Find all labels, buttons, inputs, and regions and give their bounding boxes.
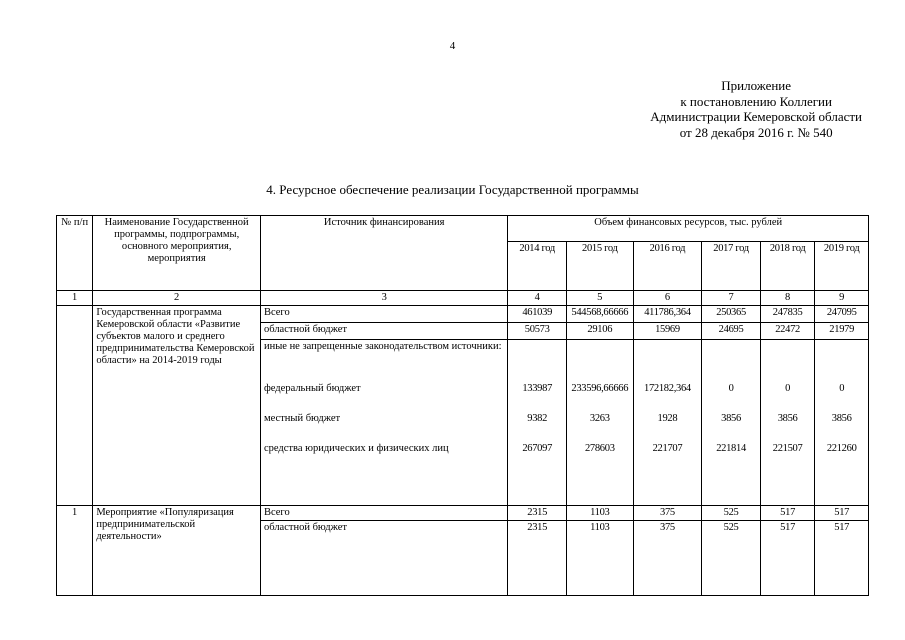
value-cell: 517 [760,506,815,521]
value-cell: 247835 [760,306,815,323]
value-cell: 525 [702,521,761,596]
value-cell: 0 [760,382,815,412]
appendix-line-3: Администрации Кемеровской области [650,109,862,124]
value-cell: 3856 [760,412,815,442]
header-year: 2014 год [508,242,567,291]
index-cell: 5 [566,291,633,306]
source-cell: областной бюджет [260,521,507,596]
value-cell: 3856 [702,412,761,442]
value-cell: 133987 [508,382,567,412]
index-cell: 8 [760,291,815,306]
header-year: 2017 год [702,242,761,291]
value-cell: 250365 [702,306,761,323]
value-cell: 50573 [508,323,567,340]
program-num-cell [57,306,93,506]
value-cell: 375 [633,506,702,521]
value-cell: 221707 [633,442,702,506]
source-cell: Всего [260,306,507,323]
appendix-block [650,78,862,140]
header-name: Наименование Государственной программы, подпрограммы, основного мероприятия, мероприятия [93,216,261,291]
value-cell: 9382 [508,412,567,442]
header-year: 2016 год [633,242,702,291]
value-cell: 221507 [760,442,815,506]
value-cell: 375 [633,521,702,596]
value-cell: 1928 [633,412,702,442]
source-cell: местный бюджет [260,412,507,442]
value-cell: 2315 [508,506,567,521]
value-cell: 233596,66666 [566,382,633,412]
header-volume: Объем финансовых ресурсов, тыс. рублей [508,216,869,242]
value-cell: 221260 [815,442,869,506]
value-cell: 3263 [566,412,633,442]
value-cell: 29106 [566,323,633,340]
value-cell: 15969 [633,323,702,340]
value-cell: 544568,66666 [566,306,633,323]
value-cell: 411786,364 [633,306,702,323]
header-source: Источник финансирования [260,216,507,291]
index-cell: 2 [93,291,261,306]
header-year: 2015 год [566,242,633,291]
header-year: 2019 год [815,242,869,291]
index-cell: 9 [815,291,869,306]
value-cell: 247095 [815,306,869,323]
index-cell: 6 [633,291,702,306]
value-cell: 461039 [508,306,567,323]
value-cell: 517 [760,521,815,596]
value-cell: 22472 [760,323,815,340]
table-row [57,306,869,323]
index-cell: 4 [508,291,567,306]
source-cell: федеральный бюджет [260,382,507,412]
program-name: Государственная программа Кемеровской области «Развитие субъектов малого и среднего предпринимательства Кемеровской области» на 2014-2019 годы [93,306,261,506]
value-cell: 21979 [815,323,869,340]
value-cell: 1103 [566,521,633,596]
appendix-line-2: к постановлению Коллегии [680,93,832,109]
value-cell: 3856 [815,412,869,442]
measure-num: 1 [57,506,93,596]
header-num: № п/п [57,216,93,291]
value-cell: 0 [702,382,761,412]
appendix-line-1: Приложение [721,78,792,93]
source-cell: средства юридических и физических лиц [260,442,507,506]
value-cell: 2315 [508,521,567,596]
index-cell: 1 [57,291,93,306]
value-cell: 24695 [702,323,761,340]
source-cell: иные не запрещенные законодательством источники: [260,340,507,382]
value-cell: 0 [815,382,869,412]
header-year: 2018 год [760,242,815,291]
value-cell: 278603 [566,442,633,506]
index-row [57,291,869,306]
source-cell: областной бюджет [260,323,507,340]
value-cell: 1103 [566,506,633,521]
source-cell: Всего [260,506,507,521]
measure-name: Мероприятие «Популяризация предпринимательской деятельности» [93,506,261,596]
table-row [57,506,869,521]
section-title: 4. Ресурсное обеспечение реализации Государственной программы [266,182,639,197]
value-cell: 221814 [702,442,761,506]
value-cell: 517 [815,521,869,596]
page-number: 4 [449,40,456,52]
value-cell: 525 [702,506,761,521]
value-cell: 267097 [508,442,567,506]
appendix-line-4: от 28 декабря 2016 г. № 540 [679,124,833,140]
resource-table [56,215,869,596]
index-cell: 7 [702,291,761,306]
value-cell: 517 [815,506,869,521]
index-cell: 3 [260,291,507,306]
value-cell: 172182,364 [633,382,702,412]
